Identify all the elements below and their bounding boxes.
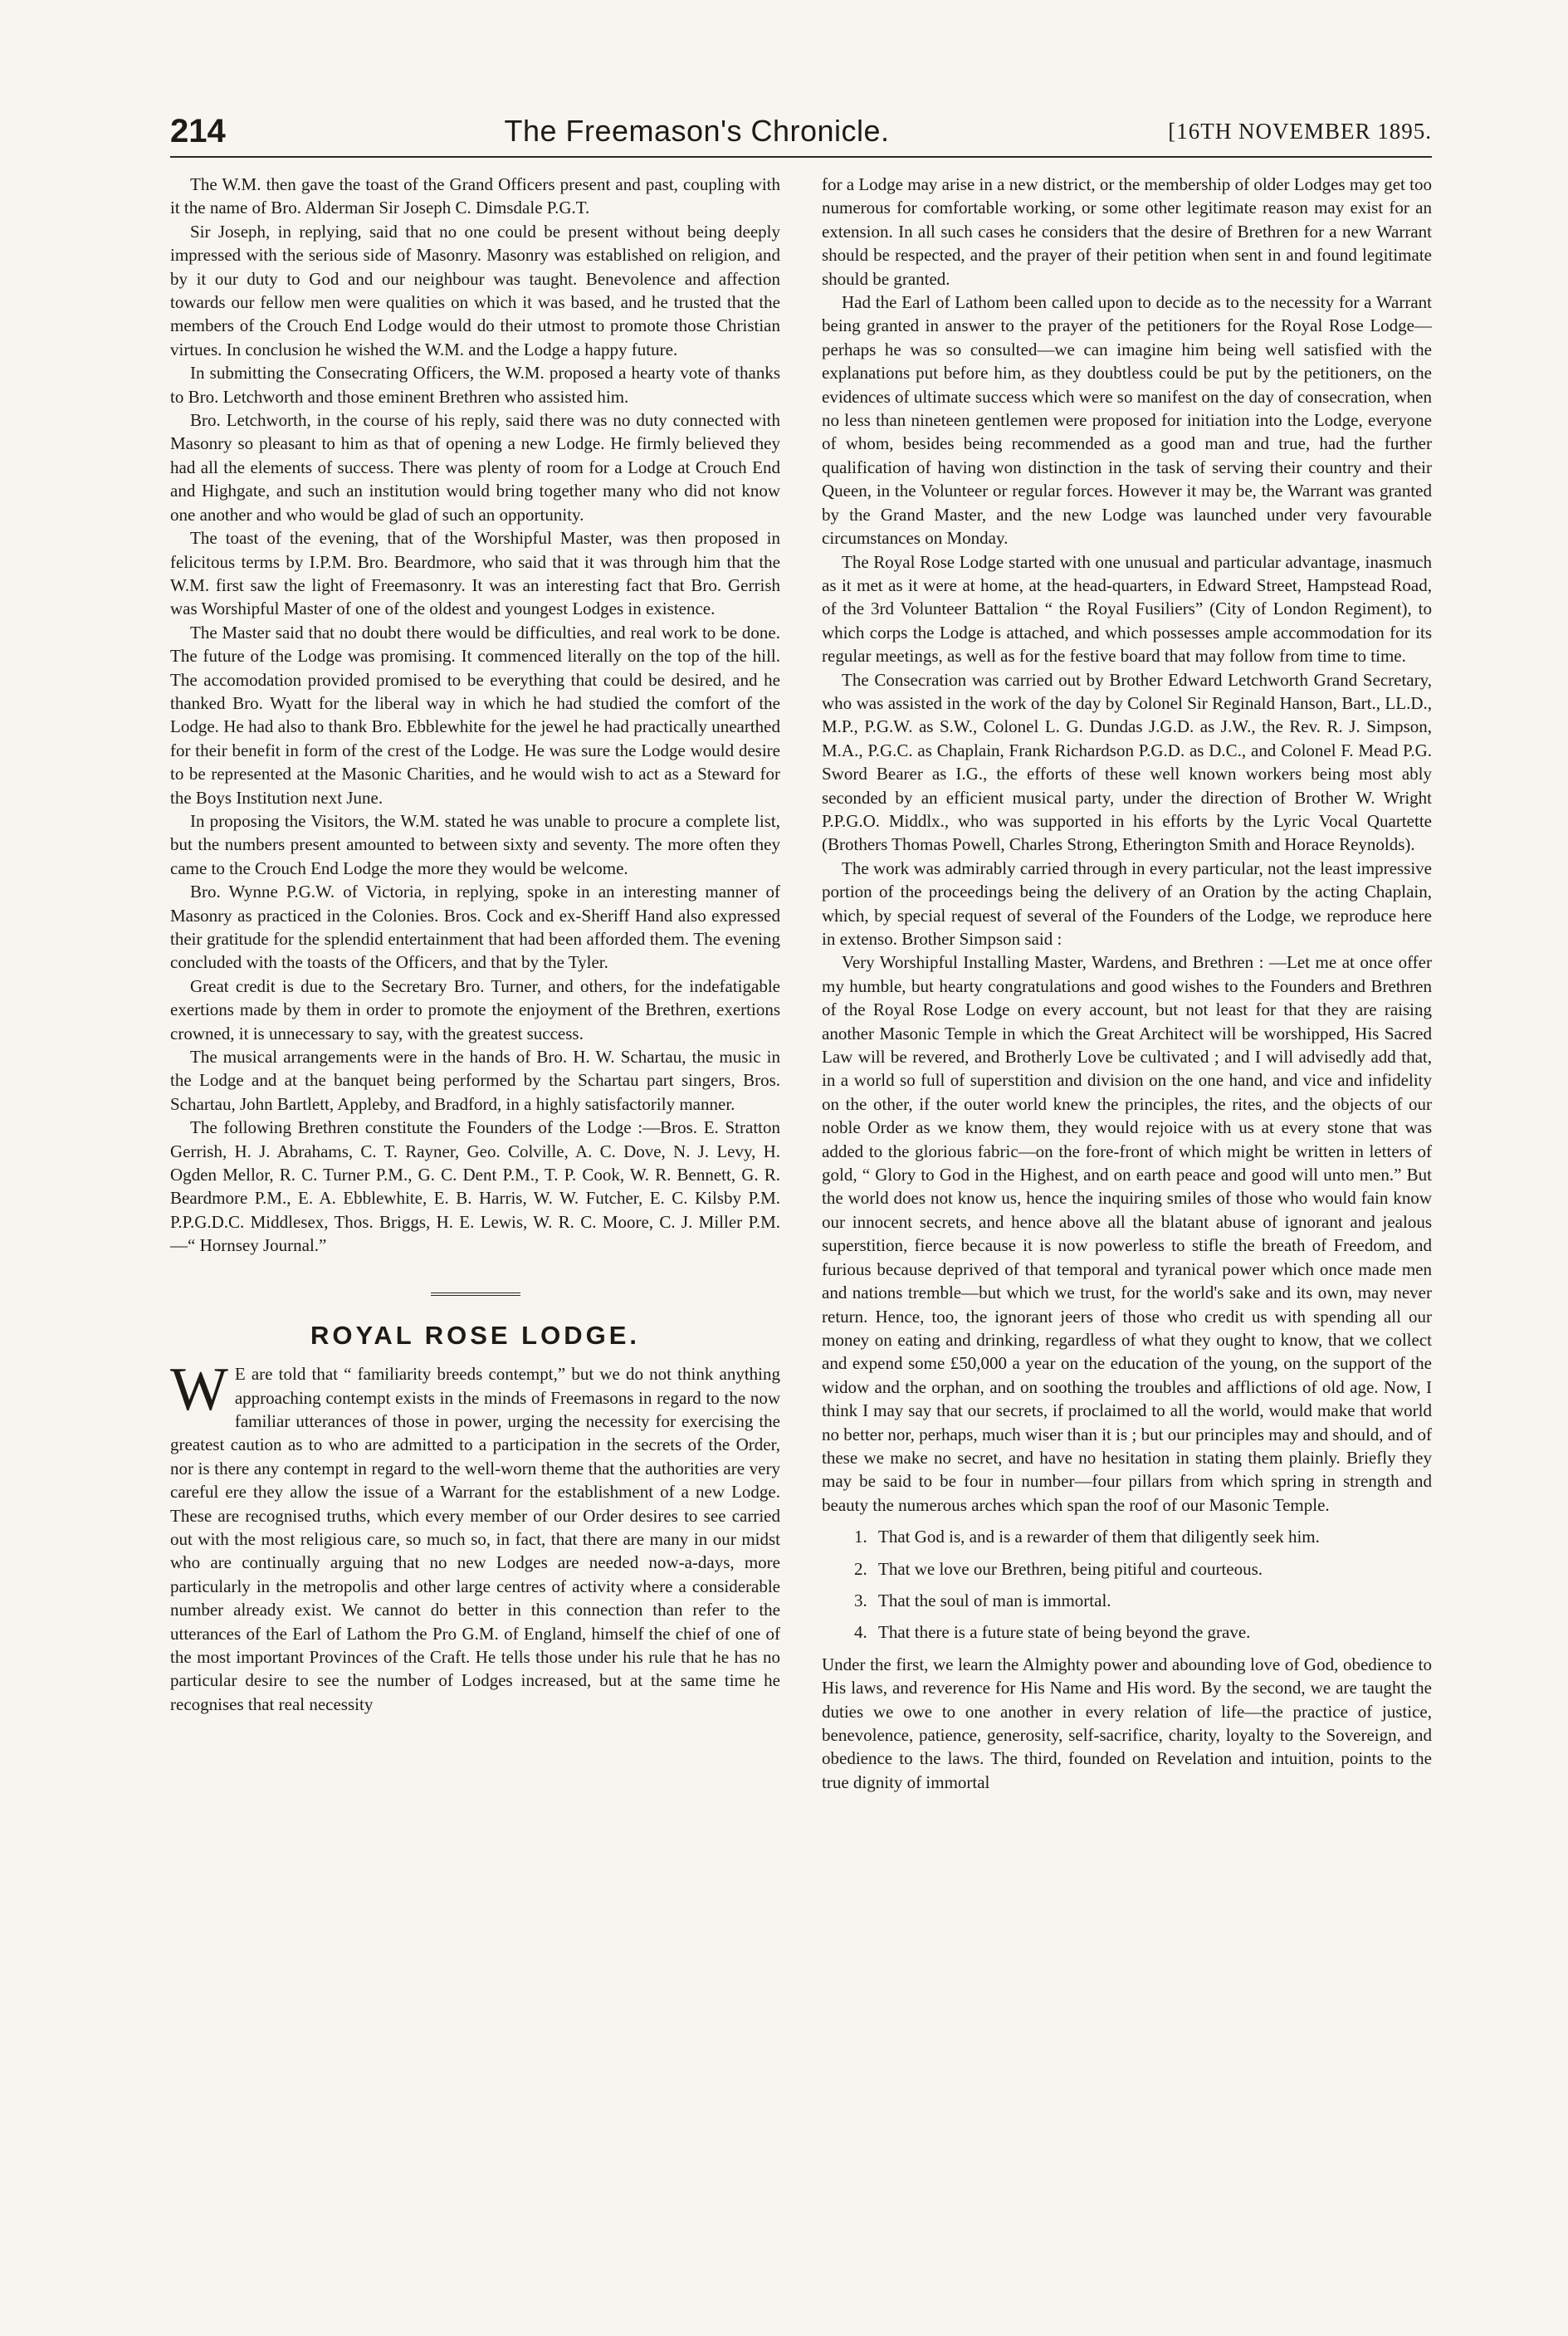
paragraph: In submitting the Consecrating Officers, the W.M. proposed a hearty vote of thanks to Bro. Letchworth and those eminent Brethren who assisted him. [170,363,780,407]
paragraph: The Master said that no doubt there would be difficulties, and real work to be done. The future of the Lodge was promising. It commenced literally on the top of the hill. The accomodation provided promised to be everything that could be desired, and he thanked Bro. Wyatt for the liberal way in which he had studied the comfort of the Lodge. He had also to thank Bro. Ebblewhite for the jewel he had practically unearthed for their benefit in form of the crest of the Lodge. He was sure the Lodge would desire to be represented at the Masonic Charities, and he would wish to act as a Steward for the Boys Institution next June. [170,622,780,808]
right-column [822,173,1432,1794]
list-item: 1. That God is, and is a rewarder of them that diligently seek him. [872,1525,1432,1548]
paragraph: The W.M. then gave the toast of the Grand Officers present and past, coupling with it the name of Bro. Alderman Sir Joseph C. Dimsdale P.G.T. [170,174,780,218]
section-divider [431,1293,520,1298]
paragraph: The musical arrangements were in the hands of Bro. H. W. Schartau, the music in the Lodge and at the banquet being performed by the Schartau part singers, Bros. Schartau, John Bartlett, Appleby, and Bradford, in a highly satisfactorily manner. [170,1047,780,1114]
paragraph: The toast of the evening, that of the Worshipful Master, was then proposed in felicitous terms by I.P.M. Bro. Beardmore, who said that it was through him that the W.M. first saw the light of Freemasonry. It was an interesting fact that Bro. Gerrish was Worshipful Master of one of the oldest and youngest Lodges in existence. [170,528,780,619]
header-rule [170,156,1432,158]
paragraph: The Royal Rose Lodge started with one unusual and particular advantage, inasmuch as it met as it were at home, at the head-quarters, in Edward Street, Hampstead Road, of the 3rd Volunteer Battalion “ the Royal Fusiliers” (City of London Regiment), to which corps the Lodge is attached, and which possesses ample accommodation for its regular meetings, as well as for the festive board that may follow from time to time. [822,551,1432,667]
paragraph: Sir Joseph, in replying, said that no one could be present without being deeply impressed with the serious side of Masonry. Masonry was established on religion, and by it our duty to God and our neighbour was taught. Benevolence and affection towards our fellow men were qualities on which it was based, and he trusted that the members of the Crouch End Lodge would do their utmost to promote those Christian virtues. In conclusion he wished the W.M. and the Lodge a happy future. [170,221,780,359]
page-number: 214 [170,112,226,149]
left-column [170,173,780,1716]
paragraph: The following Brethren constitute the Founders of the Lodge :—Bros. E. Stratton Gerrish, H. J. Abrahams, C. T. Rayner, Geo. Colville, A. C. Dove, N. J. Levy, H. Ogden Mellor, R. C. Turner P.M., G. C. Dent P.M., T. P. Cook, W. R. Bennett, G. R. Beardmore P.M., E. A. Ebblewhite, E. B. Harris, W. W. Futcher, E. C. Kilsby P.M. P.P.G.D.C. Middlesex, Thos. Briggs, H. E. Lewis, W. R. C. Moore, C. J. Miller P.M.—“ Hornsey Journal.” [170,1117,780,1256]
paragraph: Bro. Letchworth, in the course of his reply, said there was no duty connected with Masonry so pleasant to him as that of opening a new Lodge. He firmly believed they had all the elements of success. There was plenty of room for a Lodge at Crouch End and Highgate, and such an institution would bring together many who did not know one another and who would be glad of such an opportunity. [170,410,780,525]
principles-list [822,1525,1432,1644]
list-item: 2. That we love our Brethren, being pitiful and courteous. [872,1557,1432,1581]
paragraph: The work was admirably carried through in every particular, not the least impressive portion of the proceedings being the delivery of an Oration by the acting Chaplain, which, by special request of several of the Founders of the Lodge, we reproduce here in extenso. Brother Simpson said : [822,858,1432,949]
list-item: 4. That there is a future state of being beyond the grave. [872,1620,1432,1644]
paragraph: Bro. Wynne P.G.W. of Victoria, in replying, spoke in an interesting manner of Masonry as practiced in the Colonies. Bros. Cock and ex-Sheriff Hand also expressed their gratitude for the splendid entertainment that had been afforded them. The evening concluded with the toasts of the Officers, and that by the Tyler. [170,882,780,973]
article-opening-paragraph [170,1356,780,1716]
paragraph: Great credit is due to the Secretary Bro. Turner, and others, for the indefatigable exertions made by them in order to promote the enjoyment of the Brethren, exertions crowned, it is unnecessary to say, with the greatest success. [170,975,780,1043]
article-opening-text: E are told that “ familiarity breeds contempt,” but we do not think anything approaching contempt exists in the minds of Freemasons in regard to the now familiar utterances of those in power, urging the necessity for exercising the greatest caution as to who are admitted to a participation in the secrets of the Order, nor is there any contempt in regard to the well-worn theme that the authorities are very careful ere they allow the issue of a Warrant for the establishment of a new Lodge. These are recognised truths, which every member of our Order desires to see carried out with the most religious care, so much so, in fact, that there are many in our midst who are continually arguing that no new Lodges are needed now-a-days, more particularly in the metropolis and other large centres of activity where a considerable number already exist. We cannot do better in this connection than refer to the utterances of the Earl of Lathom the Pro G.M. of England, himself the chief of one of the most important Provinces of the Craft. He tells those under his rule that he has no particular desire to see the number of Lodges increased, but at the same time he recognises that real necessity [170,1364,780,1714]
paragraph: Had the Earl of Lathom been called upon to decide as to the necessity for a Warrant being granted in answer to the prayer of the petitioners for the Royal Rose Lodge—perhaps he was so consulted—we can imagine him being well satisfied with the explanations put before him, as they doubtless could be put by the petitioners, on the evidences of ultimate success which were so manifest on the day of consecration, when no less than nineteen gentlemen were proposed for initiation into the Lodge, everyone of whom, besides being recommended as a good man and true, had the further qualification of having won distinction in the task of serving their country and their Queen, in the Volunteer or regular forces. However it may be, the Warrant was granted by the Grand Master, and the new Lodge was launched under very favourable circumstances on Monday. [822,292,1432,549]
paragraph: In proposing the Visitors, the W.M. stated he was unable to procure a complete list, but the numbers present amounted to between sixty and seventy. The more often they came to the Crouch End Lodge the more they would be welcome. [170,810,780,878]
paragraph: Under the first, we learn the Almighty power and abounding love of God, obedience to His laws, and reverence for His Name and His word. By the second, we are taught the duties we owe to one another in every relation of life—the practice of justice, benevolence, patience, generosity, self-sacrifice, charity, loyalty to the Sovereign, and obedience to the laws. The third, founded on Revelation and intuition, points to the true dignity of immortal [822,1654,1432,1792]
list-item: 3. That the soul of man is immortal. [872,1589,1432,1612]
oration-paragraph: Very Worshipful Installing Master, Wardens, and Brethren : —Let me at once offer my humble, but hearty congratulations and good wishes to the Founders and Brethren of the Royal Rose Lodge on every account, but not least for that they are raising another Masonic Temple in which the Great Architect will be worshipped, His Sacred Law will be revered, and Brotherly Love be cultivated ; and I will advisedly add that, in a world so full of superstition and division on the one hand, and vice and infidelity on the other, if the outer world knew the principles, the rites, and the objects of our noble Order as we know them, they would rejoice with us at every stone that was added to the glorious fabric—on the fore-front of which might be written in letters of gold, “ Glory to God in the Highest, and on earth peace and good will unto men.” But the world does not know us, hence the inquiring smiles of those who would fain know our innocent secrets, and hence above all the blatant abuse of ignorant and jealous superstition, fierce because it is now powerless to stifle the breath of Freedom, and furious because deprived of that temporal and tyranical power which once made men and nations tremble—but which we trust, for the world's sake and its own, may never return. Hence, too, the ignorant jeers of those who credit us with spending all our money on eating and drinking, regardless of what they ought to know, that we collect and expend some £50,000 a year on the education of the young, on the support of the widow and the orphan, and on soothing the troubles and afflictions of old age. Now, I think I may say that our secrets, if proclaimed to all the world, would make that world no better nor, perhaps, much wiser than it is ; but our principles may and should, and of these we make no secret, and have no hesitation in stating them plainly. Briefly they may be said to be four in number—four pillars from which spring in strength and beauty the numerous arches which span the roof of our Masonic Temple. [822,952,1432,1515]
publication-title: The Freemason's Chronicle. [504,114,890,148]
page-header [170,110,1432,153]
continued-paragraph: for a Lodge may arise in a new district, or the membership of older Lodges may get too numerous for comfortable working, or some other legitimate reason may exist for an extension. In all such cases he considers that the desire of Brethren for a new Warrant should be respected, and the prayer of their petition when sent in and found legitimate should be granted. [822,174,1432,289]
drop-cap: W [170,1356,228,1425]
article-title: ROYAL ROSE LODGE. [310,1320,640,1350]
paragraph: The Consecration was carried out by Brother Edward Letchworth Grand Secretary, who was assisted in the work of the day by Colonel Sir Reginald Hanson, Bart., LL.D., M.P., P.G.W. as S.W., Colonel L. G. Dundas J.G.D. as J.W., the Rev. R. J. Simpson, M.A., P.G.C. as Chaplain, Frank Richardson P.G.D. as D.C., and Colonel F. Mead P.G. Sword Bearer as I.G., the efforts of these well known workers being most ably seconded by an efficient musical party, under the direction of Brother W. Wright P.P.G.O. Middlx., who was supported in his efforts by the Lyric Vocal Quartette (Brothers Thomas Powell, Charles Strong, Etherington Smith and Horace Reynolds). [822,669,1432,855]
issue-date: [16TH NOVEMBER 1895. [1168,118,1432,144]
